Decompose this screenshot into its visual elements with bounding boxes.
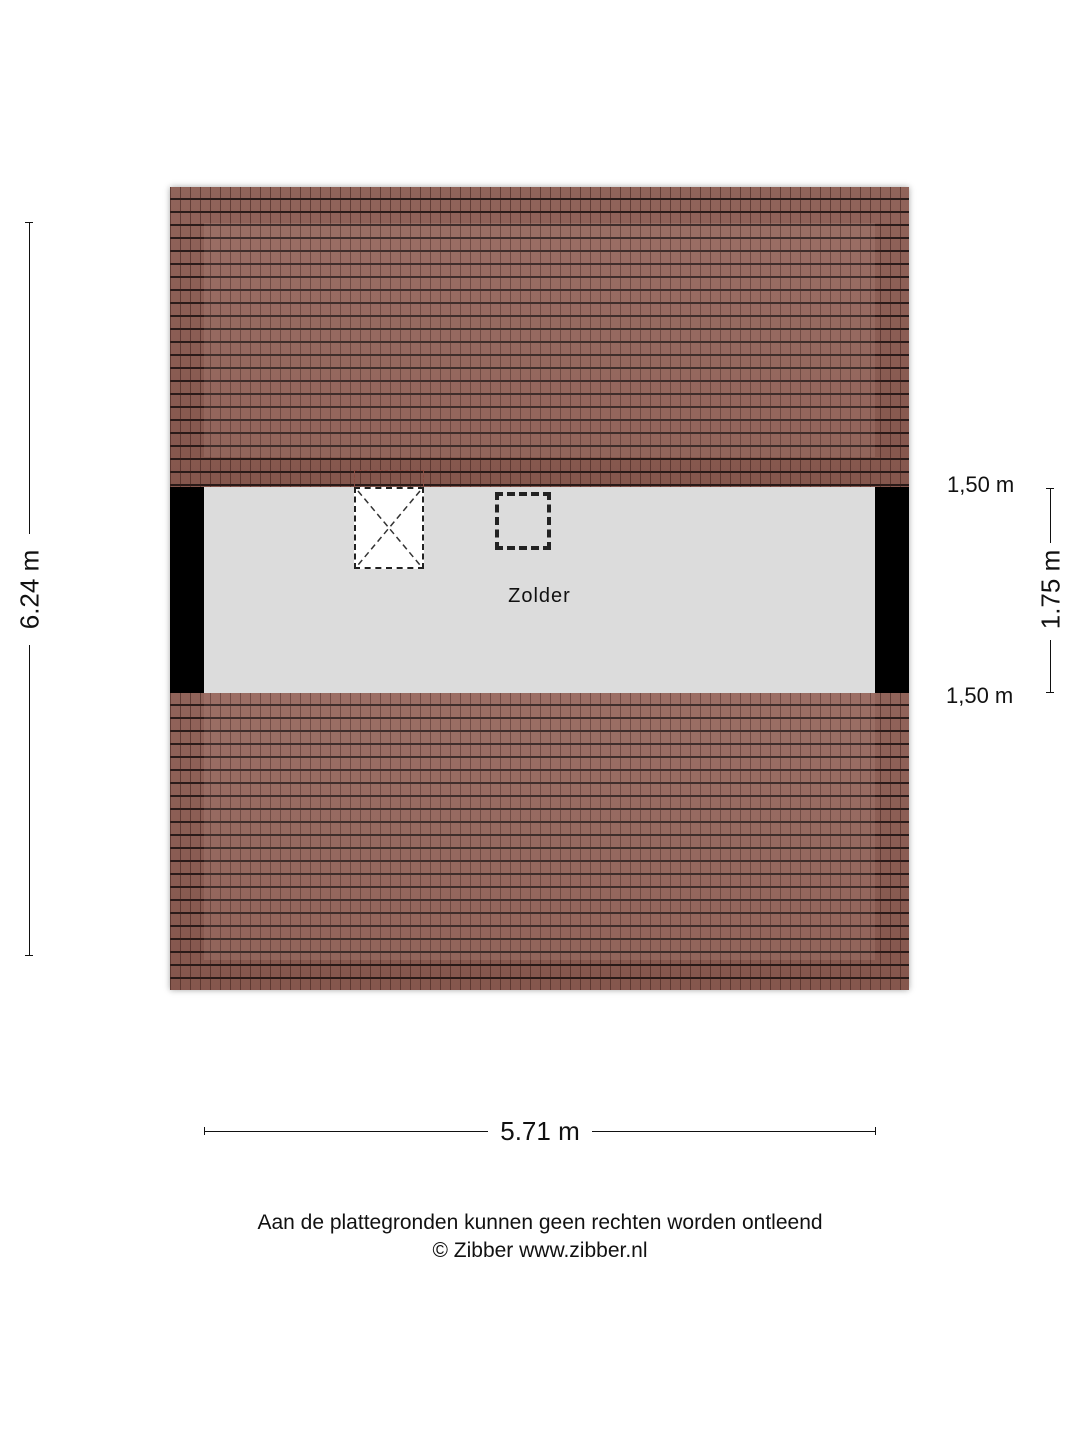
dim-line-height-upper: [29, 222, 30, 534]
room-dim-line-upper: [1050, 488, 1051, 543]
width-tick-right: [875, 1127, 876, 1135]
room-dim-line-lower: [1050, 640, 1051, 692]
lower-height-label: 1,50 m: [946, 683, 1014, 708]
upper-height-label: 1,50 m: [947, 472, 1015, 497]
copyright-text: © Zibber www.zibber.nl: [432, 1239, 648, 1262]
disclaimer-text: Aan de plattegronden kunnen geen rechten worden ontleend: [257, 1211, 823, 1234]
stair-opening: [354, 487, 424, 569]
floor-plan: [170, 187, 909, 990]
dim-tick-bottom: [25, 955, 33, 956]
dim-line-height-lower: [29, 645, 30, 955]
roof-hatch: [495, 492, 551, 550]
total-width-label: 5.71 m: [500, 1116, 580, 1146]
cross-icon: [356, 489, 422, 567]
room-dim-tick-bottom: [1046, 692, 1054, 693]
width-line-right: [592, 1131, 875, 1132]
total-height-label: 6.24 m: [14, 549, 45, 630]
stair-outline: [354, 470, 424, 487]
roof-slope-top: [170, 187, 909, 487]
roof-slope-bottom: [170, 693, 909, 990]
room-depth-label: 1.75 m: [1035, 549, 1066, 630]
width-line-left: [204, 1131, 488, 1132]
room-label: Zolder: [508, 585, 571, 607]
